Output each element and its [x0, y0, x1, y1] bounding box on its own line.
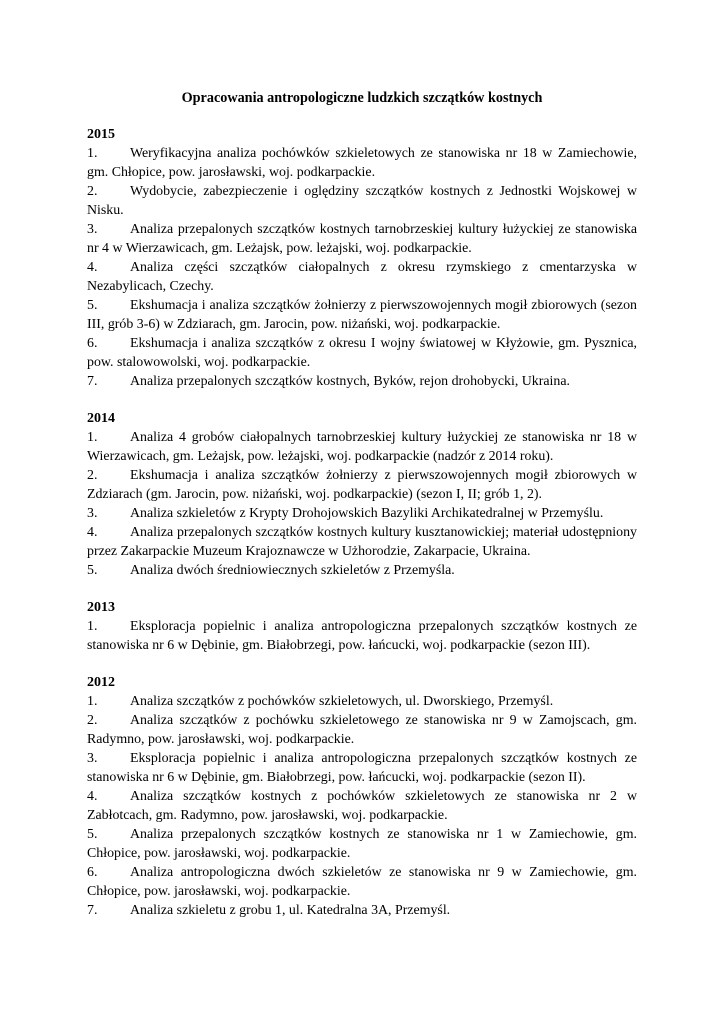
section-year: 2013 [87, 600, 115, 615]
list-item [87, 561, 637, 580]
item-number: 4. [87, 525, 98, 540]
item-number: 7. [87, 374, 98, 389]
item-text: Eksploracja popielnic i analiza antropologiczna przepalonych szczątków kostnych ze stanowiska nr 6 w Dębinie, gm. Białobrzegi, pow. łańcucki, woj. podkarpackie (sezon II). [87, 751, 637, 785]
list-item [87, 787, 637, 825]
list-item [87, 523, 637, 561]
item-text: Analiza dwóch średniowiecznych szkieletów z Przemyśla. [130, 563, 455, 578]
section-2015 [87, 125, 637, 391]
list-item [87, 617, 637, 655]
list-item [87, 182, 637, 220]
item-number: 3. [87, 751, 98, 766]
list-item [87, 220, 637, 258]
item-text: Wydobycie, zabezpieczenie i oględziny szczątków kostnych z Jednostki Wojskowej w Nisku. [87, 184, 637, 218]
item-text: Analiza przepalonych szczątków kostnych kultury kusztanowickiej; materiał udostępniony przez Zakarpackie Muzeum Krajoznawcze w Użhorodzie, Zakarpacie, Ukraina. [87, 525, 637, 559]
item-number: 1. [87, 694, 98, 709]
item-number: 4. [87, 260, 98, 275]
item-text: Analiza przepalonych szczątków kostnych ze stanowiska nr 1 w Zamiechowie, gm. Chłopice, pow. jarosławski, woj. podkarpackie. [87, 827, 637, 861]
item-number: 2. [87, 184, 98, 199]
section-2012 [87, 673, 637, 920]
section-2014 [87, 409, 637, 580]
section-year: 2014 [87, 411, 115, 426]
list-item [87, 711, 637, 749]
item-text: Eksploracja popielnic i analiza antropologiczna przepalonych szczątków kostnych ze stanowiska nr 6 w Dębinie, gm. Białobrzegi, pow. łańcucki, woj. podkarpackie (sezon III). [87, 619, 637, 653]
list-item [87, 749, 637, 787]
item-text: Analiza szczątków z pochówku szkieletowego ze stanowiska nr 9 w Zamojscach, gm. Radymno, pow. jarosławski, woj. podkarpackie. [87, 713, 637, 747]
item-text: Weryfikacyjna analiza pochówków szkieletowych ze stanowiska nr 18 w Zamiechowie, gm. Chłopice, pow. jarosławski, woj. podkarpackie. [87, 146, 637, 180]
item-text: Analiza szczątków z pochówków szkieletowych, ul. Dworskiego, Przemyśl. [130, 694, 554, 709]
item-text: Analiza antropologiczna dwóch szkieletów ze stanowiska nr 9 w Zamiechowie, gm. Chłopice, pow. jarosławski, woj. podkarpackie. [87, 865, 637, 899]
item-text: Ekshumacja i analiza szczątków żołnierzy z pierwszowojennych mogił zbiorowych w Zdziarach (gm. Jarocin, pow. niżański, woj. podkarpackie) (sezon I, II; grób 1, 2). [87, 468, 637, 502]
item-text: Analiza szkieletu z grobu 1, ul. Katedralna 3A, Przemyśl. [130, 903, 451, 918]
item-number: 2. [87, 468, 98, 483]
item-text: Analiza szczątków kostnych z pochówków szkieletowych ze stanowiska nr 2 w Zabłotcach, gm. Radymno, pow. jarosławski, woj. podkarpackie. [87, 789, 637, 823]
list-item [87, 372, 637, 391]
list-item [87, 901, 637, 920]
document-title: Opracowania antropologiczne ludzkich szczątków kostnych [181, 90, 543, 106]
list-item [87, 825, 637, 863]
section-year: 2015 [87, 127, 115, 142]
item-text: Analiza części szczątków ciałopalnych z okresu rzymskiego z cmentarzyska w Nezabylicach, Czechy. [87, 260, 637, 294]
item-text: Analiza szkieletów z Krypty Drohojowskich Bazyliki Archikatedralnej w Przemyślu. [130, 506, 604, 521]
item-number: 5. [87, 563, 98, 578]
item-number: 1. [87, 146, 98, 161]
list-item [87, 258, 637, 296]
item-text: Ekshumacja i analiza szczątków z okresu I wojny światowej w Kłyżowie, gm. Pysznica, pow. stalowowolski, woj. podkarpackie. [87, 336, 637, 370]
item-text: Analiza przepalonych szczątków kostnych, Byków, rejon drohobycki, Ukraina. [130, 374, 570, 389]
section-2013 [87, 598, 637, 655]
list-item [87, 466, 637, 504]
item-number: 4. [87, 789, 98, 804]
list-item [87, 296, 637, 334]
document-page [87, 89, 637, 938]
item-number: 6. [87, 336, 98, 351]
list-item [87, 334, 637, 372]
item-number: 5. [87, 827, 98, 842]
item-number: 7. [87, 903, 98, 918]
list-item [87, 428, 637, 466]
item-number: 6. [87, 865, 98, 880]
item-text: Analiza 4 grobów ciałopalnych tarnobrzeskiej kultury łużyckiej ze stanowiska nr 18 w Wierzawicach, gm. Leżajsk, pow. leżajski, woj. podkarpackie (nadzór z 2014 roku). [87, 430, 637, 464]
list-item [87, 504, 637, 523]
section-year: 2012 [87, 675, 115, 690]
item-number: 2. [87, 713, 98, 728]
list-item [87, 144, 637, 182]
item-text: Analiza przepalonych szczątków kostnych tarnobrzeskiej kultury łużyckiej ze stanowiska nr 4 w Wierzawicach, gm. Leżajsk, pow. leżajski, woj. podkarpackie. [87, 222, 637, 256]
item-number: 5. [87, 298, 98, 313]
item-number: 3. [87, 506, 98, 521]
item-number: 3. [87, 222, 98, 237]
item-number: 1. [87, 619, 98, 634]
item-number: 1. [87, 430, 98, 445]
item-text: Ekshumacja i analiza szczątków żołnierzy z pierwszowojennych mogił zbiorowych (sezon III, grób 3-6) w Zdziarach, gm. Jarocin, pow. niżański, woj. podkarpackie. [87, 298, 637, 332]
list-item [87, 692, 637, 711]
list-item [87, 863, 637, 901]
